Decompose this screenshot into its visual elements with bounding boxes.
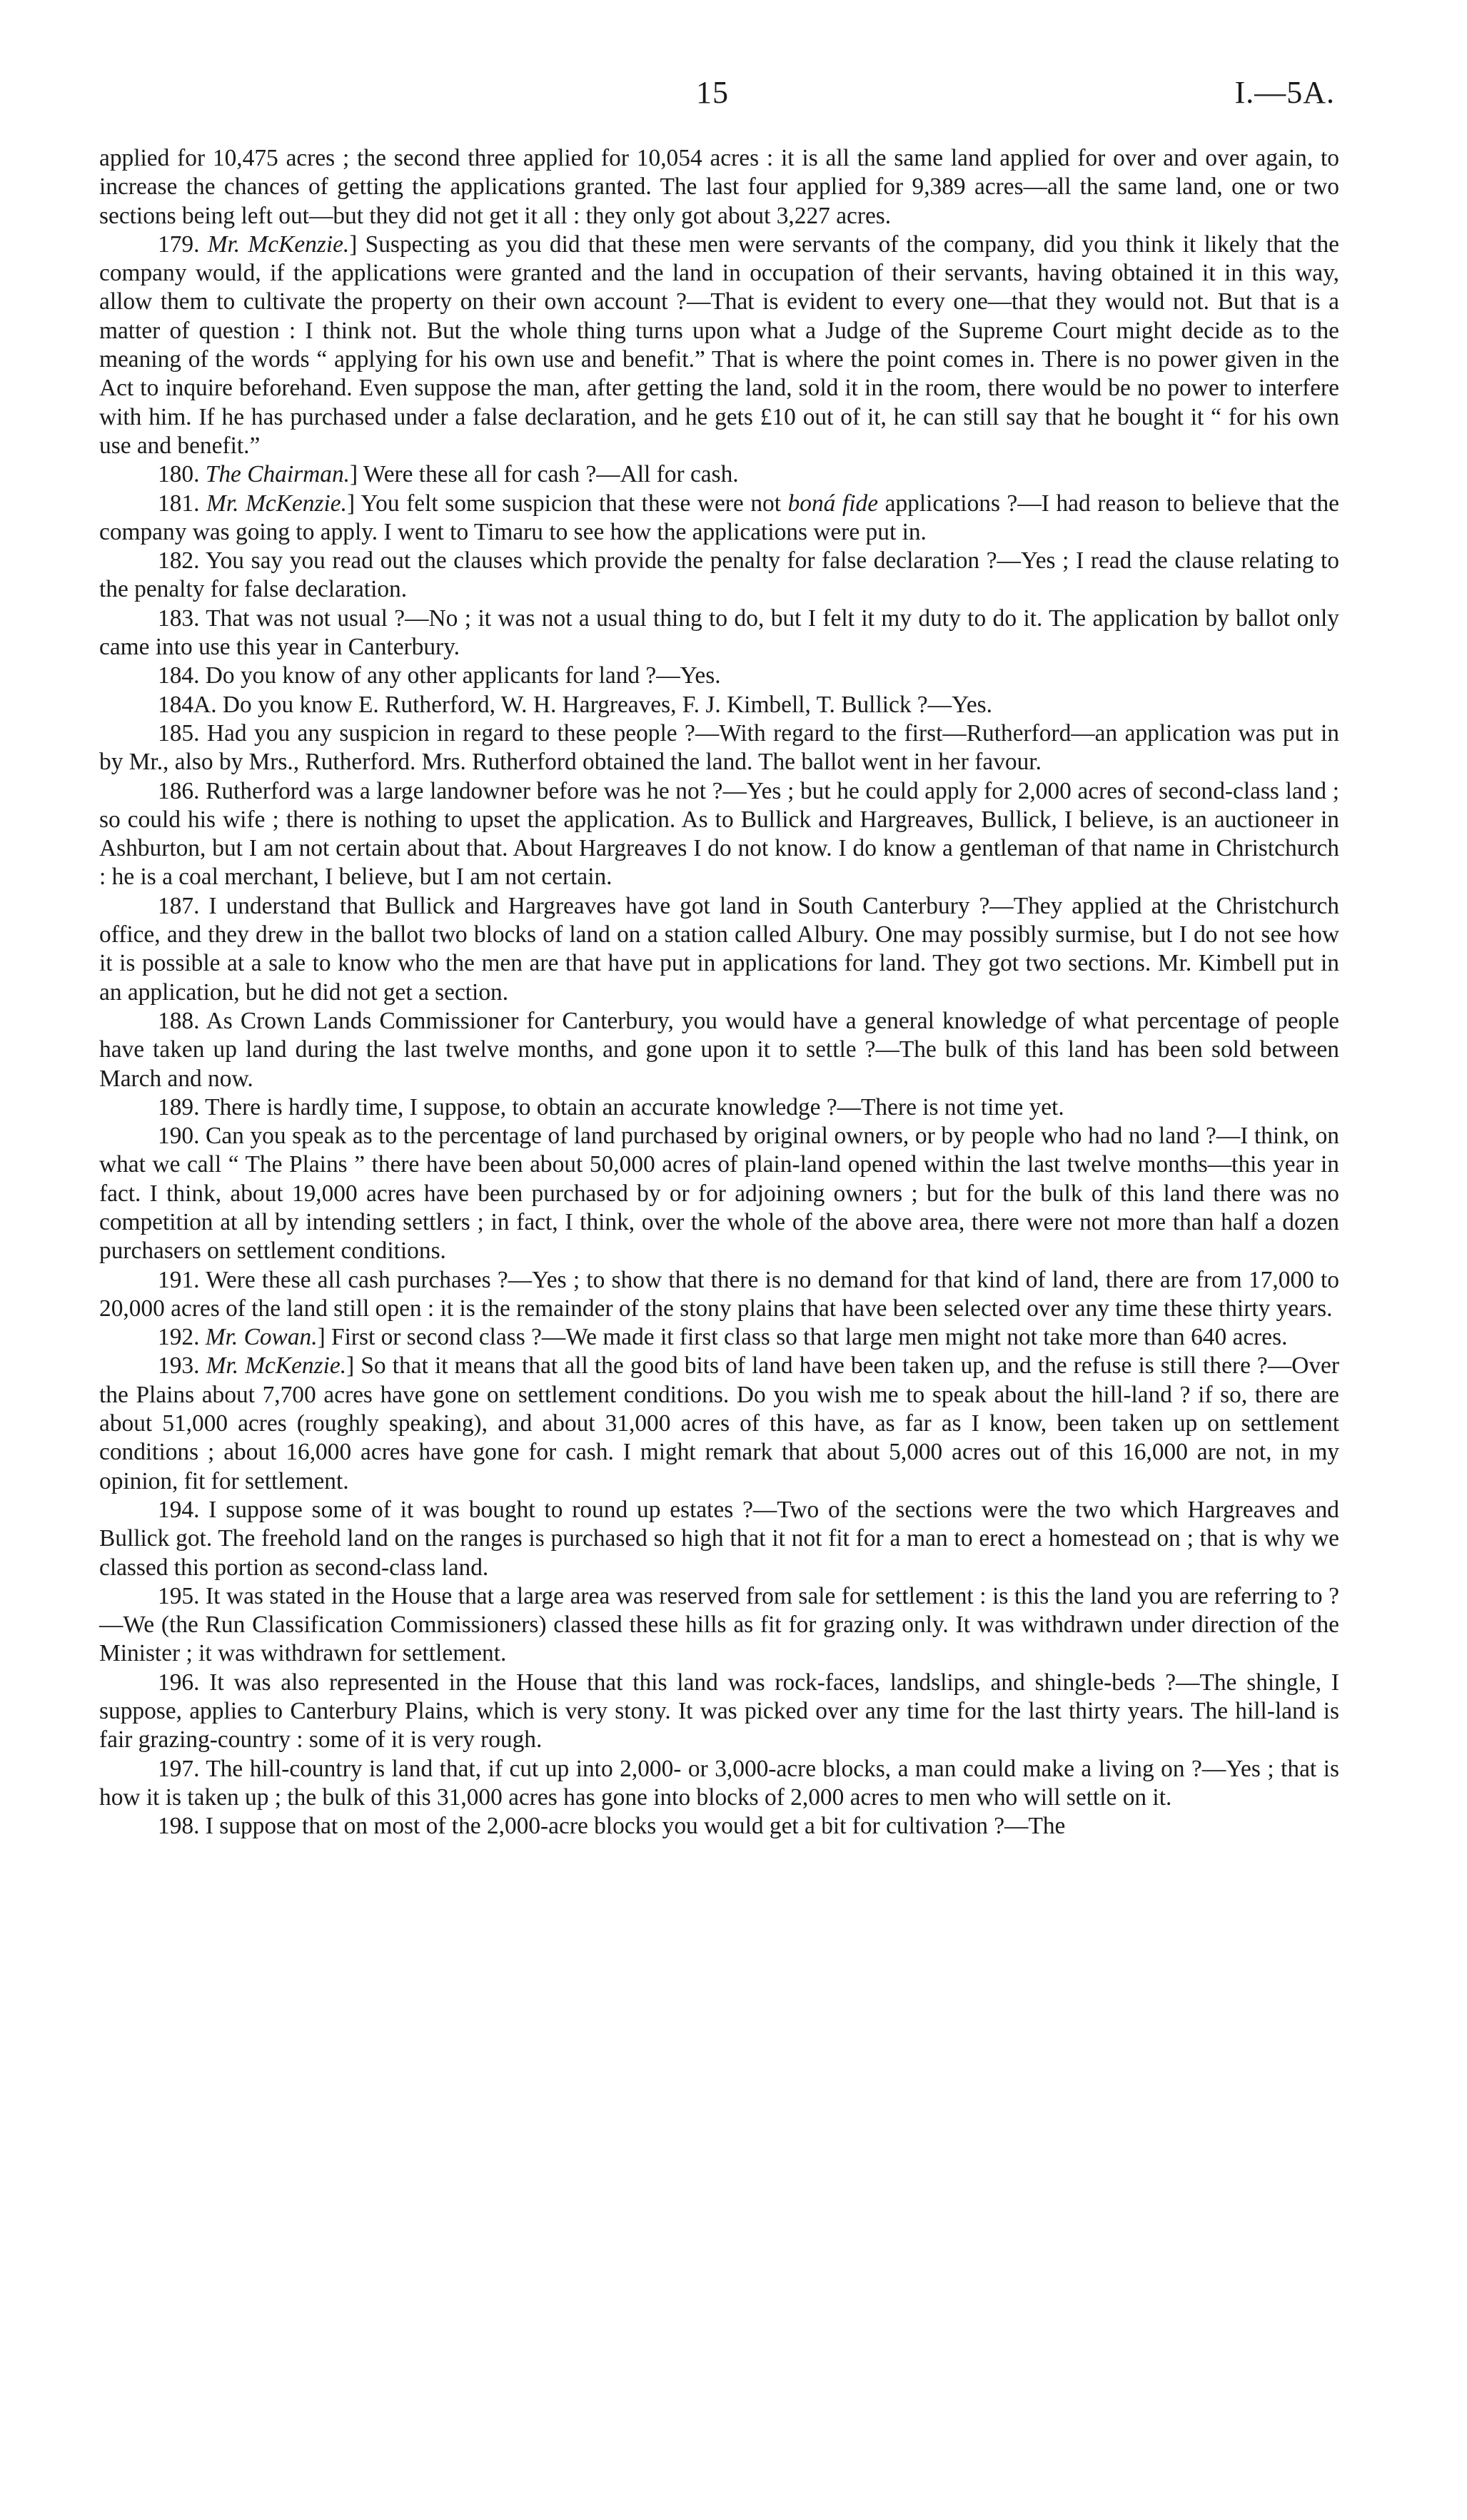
- text-run: 197. The hill-country is land that, if cut up into 2,000- or 3,000-acre blocks, a man could make a living on ?—Yes ; that is how it is taken up ; the bulk of this 31,000 acres has gone into blocks of 2,000 acres to men who will settle on it.: [99, 1755, 1339, 1811]
- paragraph: [99, 777, 1339, 892]
- paragraph: [99, 662, 1339, 690]
- paragraph: [99, 1352, 1339, 1495]
- paragraph: [99, 490, 1339, 547]
- paragraph: [99, 719, 1339, 777]
- paragraph: [99, 1496, 1339, 1582]
- italic-text: Mr. McKenzie.: [206, 1352, 347, 1380]
- text-run: 181.: [158, 490, 207, 517]
- text-run: 182. You say you read out the clauses which provide the penalty for false declaration ?—Yes ; I read the clause relating to the penalty for false declaration.: [99, 547, 1339, 603]
- text-run: 180.: [158, 461, 206, 488]
- paragraph: [99, 231, 1339, 460]
- paragraph: [99, 1007, 1339, 1093]
- text-run: 184. Do you know of any other applicants for land ?—Yes.: [158, 662, 721, 689]
- document-body: [99, 144, 1339, 1841]
- text-run: ] Were these all for cash ?—All for cash.: [350, 461, 739, 488]
- paragraph: [99, 1669, 1339, 1755]
- paragraph: [99, 144, 1339, 231]
- paragraph: [99, 1093, 1339, 1122]
- text-run: 188. As Crown Lands Commissioner for Canterbury, you would have a general knowledge of what percentage of people have taken up land during the last twelve months, and gone upon it to settle ?—The bulk of this land has been sold between March and now.: [99, 1007, 1339, 1092]
- text-run: ] Suspecting as you did that these men were servants of the company, did you think it likely that the company would, if the applications were granted and the land in occupation of their servants, having obtained it in this way, allow them to cultivate the property on their own account ?—That is evident to every one—that they would not. But that is a matter of question : I think not. But the whole thing turns upon what a Judge of the Supreme Court might decide as to the meaning of the words “ applying for his own use and benefit.” That is where the point comes in. There is no power given in the Act to inquire beforehand. Even suppose the man, after getting the land, sold it in the room, there would be no power to interfere with him. If he has purchased under a false declaration, and he gets £10 out of it, he can still say that he bought it “ for his own use and benefit.”: [99, 231, 1340, 459]
- page-number: 15: [696, 75, 729, 110]
- paragraph: [99, 892, 1339, 1007]
- text-run: 194. I suppose some of it was bought to round up estates ?—Two of the sections were the two which Hargreaves and Bullick got. The freehold land on the ranges is purchased so high that it not fit for a man to erect a homestead on ; that is why we classed this portion as second-class land.: [99, 1496, 1339, 1581]
- text-run: ] First or second class ?—We made it first class so that large men might not take more than 640 acres.: [317, 1324, 1288, 1351]
- text-run: 187. I understand that Bullick and Hargreaves have got land in South Canterbury ?—They applied at the Christchurch office, and they drew in the ballot two blocks of land on a station called Albury. One may possibly surmise, but I do not see how it is possible at a sale to know who the men are that have put in applications for land. They got two sections. Mr. Kimbell put in an application, but he did not get a section.: [99, 892, 1339, 1006]
- text-run: 195. It was stated in the House that a large area was reserved from sale for settlement : is this the land you are referring to ?—We (the Run Classification Commissioners) classed these hills as fit for grazing only. It was withdrawn under direction of the Minister ; it was withdrawn for settlement.: [99, 1582, 1339, 1667]
- text-run: 184A. Do you know E. Rutherford, W. H. Hargreaves, F. J. Kimbell, T. Bullick ?—Yes.: [158, 691, 993, 718]
- paragraph: [99, 604, 1339, 662]
- italic-text: Mr. Cowan.: [205, 1324, 318, 1351]
- text-run: 189. There is hardly time, I suppose, to obtain an accurate knowledge ?—There is not time yet.: [158, 1093, 1064, 1120]
- text-run: 196. It was also represented in the House that this land was rock-faces, landslips, and shingle-beds ?—The shingle, I suppose, applies to Canterbury Plains, which is very stony. It was picked over any time for the last thirty years. The hill-land is fair grazing-country : some of it is very rough.: [99, 1669, 1339, 1754]
- paragraph: [99, 691, 1339, 719]
- italic-text: Mr. McKenzie.: [207, 231, 350, 258]
- text-run: 190. Can you speak as to the percentage of land purchased by original owners, or by people who had no land ?—I think, on what we call “ The Plains ” there have been about 50,000 acres of plain-land opened within the last twelve months—this year in fact. I think, about 19,000 acres have been purchased by or for adjoining owners ; but for the bulk of this land there was no competition at all by intending settlers ; in fact, I think, over the whole of the above area, there were not more than half a dozen purchasers on settlement conditions.: [99, 1123, 1339, 1265]
- paper-reference: I.—5A.: [1234, 75, 1335, 110]
- paragraph: [99, 1266, 1339, 1324]
- text-run: 191. Were these all cash purchases ?—Yes ; to show that there is no demand for that kind of land, there are from 17,000 to 20,000 acres of the land still open : it is the remainder of the stony plains that have been selected over any time these thirty years.: [99, 1266, 1339, 1322]
- italic-text: The Chairman.: [205, 461, 350, 488]
- text-run: 186. Rutherford was a large landowner before was he not ?—Yes ; but he could apply for 2,000 acres of second-class land ; so could his wife ; there is nothing to upset the application. As to Bullick and Hargreaves, Bullick, I believe, is an auctioneer in Ashburton, but I am not certain about that. About Hargreaves I do not know. I do know a gentleman of that name in Christchurch : he is a coal merchant, I believe, but I am not certain.: [99, 777, 1339, 891]
- text-run: 179.: [158, 231, 208, 258]
- text-run: 183. That was not usual ?—No ; it was not a usual thing to do, but I felt it my duty to do it. The application by ballot only came into use this year in Canterbury.: [99, 604, 1339, 661]
- text-run: applied for 10,475 acres ; the second three applied for 10,054 acres : it is all the same land applied for over and over again, to increase the chances of getting the applications granted. The last four applied for 9,389 acres—all the same land, one or two sections being left out—but they did not get it all : they only got about 3,227 acres.: [99, 145, 1339, 229]
- paragraph: [99, 1755, 1339, 1813]
- text-run: 185. Had you any suspicion in regard to these people ?—With regard to the first—Rutherford—an application was put in by Mr., also by Mrs., Rutherford. Mrs. Rutherford obtained the land. The ballot went in her favour.: [99, 719, 1339, 776]
- text-run: 198. I suppose that on most of the 2,000-acre blocks you would get a bit for cultivation ?—The: [158, 1813, 1066, 1840]
- paragraph: [99, 1122, 1339, 1265]
- text-run: 192.: [158, 1324, 206, 1351]
- text-run: 193.: [158, 1352, 206, 1380]
- paragraph: [99, 547, 1339, 604]
- text-run: ] So that it means that all the good bits of land have been taken up, and the refuse is still there ?—Over the Plains about 7,700 acres have gone on settlement conditions. Do you wish me to speak about the hill-land ? if so, there are about 51,000 acres (roughly speaking), and about 31,000 acres of this have, as far as I know, been taken up on settlement conditions ; about 16,000 acres have gone for cash. I might remark that about 5,000 acres out of this 16,000 are not, in my opinion, fit for settlement.: [99, 1352, 1339, 1494]
- paragraph: [99, 460, 1339, 489]
- paragraph: [99, 1582, 1339, 1669]
- italic-text: boná fide: [787, 490, 879, 517]
- italic-text: Mr. McKenzie.: [206, 490, 347, 517]
- text-run: applications ?—I had reason to believe that the company was going to apply. I went to Timaru to see how the applications were put in.: [99, 490, 1339, 545]
- paragraph: [99, 1812, 1339, 1841]
- paragraph: [99, 1323, 1339, 1352]
- text-run: ] You felt some suspicion that these were not: [346, 490, 788, 517]
